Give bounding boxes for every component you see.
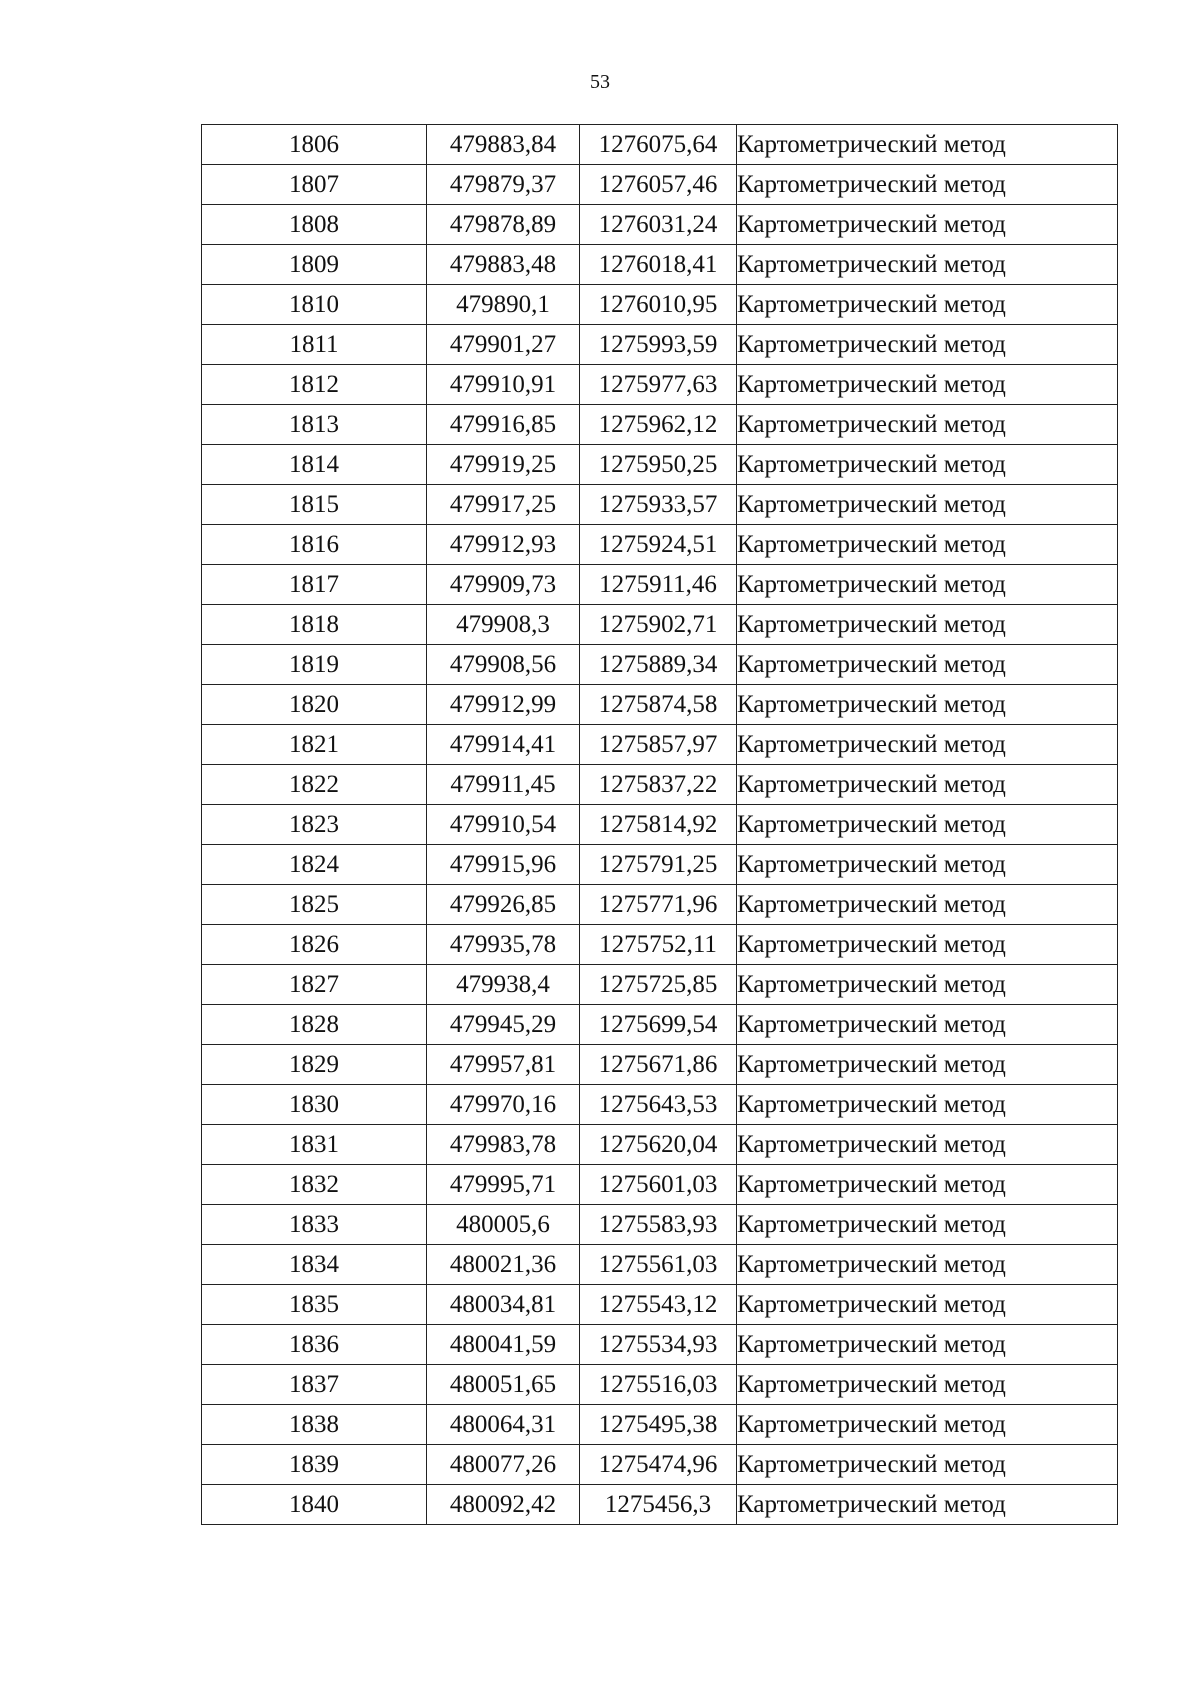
x-coordinate-cell: 479917,25 [427, 485, 580, 525]
y-coordinate-cell: 1275752,11 [580, 925, 737, 965]
y-coordinate-cell: 1276057,46 [580, 165, 737, 205]
y-coordinate-cell: 1275771,96 [580, 885, 737, 925]
method-cell: Картометрический метод [737, 1165, 1118, 1205]
table-row [202, 765, 1118, 805]
y-coordinate-cell: 1275725,85 [580, 965, 737, 1005]
method-cell: Картометрический метод [737, 445, 1118, 485]
y-coordinate-cell: 1275874,58 [580, 685, 737, 725]
method-cell: Картометрический метод [737, 605, 1118, 645]
x-coordinate-cell: 479910,91 [427, 365, 580, 405]
x-coordinate-cell: 479995,71 [427, 1165, 580, 1205]
method-cell: Картометрический метод [737, 1445, 1118, 1485]
point-number-cell: 1824 [202, 845, 427, 885]
x-coordinate-cell: 479890,1 [427, 285, 580, 325]
x-coordinate-cell: 479926,85 [427, 885, 580, 925]
table-row [202, 405, 1118, 445]
method-cell: Картометрический метод [737, 1125, 1118, 1165]
point-number-cell: 1817 [202, 565, 427, 605]
method-cell: Картометрический метод [737, 525, 1118, 565]
table-row [202, 1285, 1118, 1325]
method-cell: Картометрический метод [737, 485, 1118, 525]
point-number-cell: 1807 [202, 165, 427, 205]
point-number-cell: 1821 [202, 725, 427, 765]
table-row [202, 1445, 1118, 1485]
y-coordinate-cell: 1275911,46 [580, 565, 737, 605]
x-coordinate-cell: 479901,27 [427, 325, 580, 365]
table-row [202, 165, 1118, 205]
table-row [202, 1005, 1118, 1045]
x-coordinate-cell: 480092,42 [427, 1485, 580, 1525]
method-cell: Картометрический метод [737, 325, 1118, 365]
y-coordinate-cell: 1275889,34 [580, 645, 737, 685]
y-coordinate-cell: 1275962,12 [580, 405, 737, 445]
method-cell: Картометрический метод [737, 885, 1118, 925]
table-row [202, 645, 1118, 685]
table-row [202, 245, 1118, 285]
x-coordinate-cell: 479935,78 [427, 925, 580, 965]
table-row [202, 805, 1118, 845]
table-row [202, 1125, 1118, 1165]
method-cell: Картометрический метод [737, 725, 1118, 765]
point-number-cell: 1806 [202, 125, 427, 165]
point-number-cell: 1813 [202, 405, 427, 445]
y-coordinate-cell: 1275814,92 [580, 805, 737, 845]
table-row [202, 325, 1118, 365]
page-number: 53 [590, 71, 610, 93]
point-number-cell: 1819 [202, 645, 427, 685]
point-number-cell: 1820 [202, 685, 427, 725]
x-coordinate-cell: 479919,25 [427, 445, 580, 485]
x-coordinate-cell: 479883,84 [427, 125, 580, 165]
x-coordinate-cell: 480051,65 [427, 1365, 580, 1405]
table-row [202, 965, 1118, 1005]
y-coordinate-cell: 1275977,63 [580, 365, 737, 405]
point-number-cell: 1836 [202, 1325, 427, 1365]
x-coordinate-cell: 479912,99 [427, 685, 580, 725]
coordinates-table-body [202, 125, 1118, 1525]
point-number-cell: 1829 [202, 1045, 427, 1085]
method-cell: Картометрический метод [737, 1285, 1118, 1325]
point-number-cell: 1828 [202, 1005, 427, 1045]
table-row [202, 1165, 1118, 1205]
method-cell: Картометрический метод [737, 1045, 1118, 1085]
point-number-cell: 1809 [202, 245, 427, 285]
y-coordinate-cell: 1275699,54 [580, 1005, 737, 1045]
point-number-cell: 1814 [202, 445, 427, 485]
method-cell: Картометрический метод [737, 685, 1118, 725]
x-coordinate-cell: 479908,56 [427, 645, 580, 685]
table-row [202, 525, 1118, 565]
method-cell: Картометрический метод [737, 805, 1118, 845]
point-number-cell: 1832 [202, 1165, 427, 1205]
method-cell: Картометрический метод [737, 1405, 1118, 1445]
table-row [202, 565, 1118, 605]
x-coordinate-cell: 479938,4 [427, 965, 580, 1005]
point-number-cell: 1831 [202, 1125, 427, 1165]
table-row [202, 125, 1118, 165]
method-cell: Картометрический метод [737, 1245, 1118, 1285]
x-coordinate-cell: 479910,54 [427, 805, 580, 845]
y-coordinate-cell: 1275495,38 [580, 1405, 737, 1445]
x-coordinate-cell: 480005,6 [427, 1205, 580, 1245]
point-number-cell: 1833 [202, 1205, 427, 1245]
y-coordinate-cell: 1276018,41 [580, 245, 737, 285]
table-row [202, 1365, 1118, 1405]
x-coordinate-cell: 480034,81 [427, 1285, 580, 1325]
table-row [202, 1325, 1118, 1365]
y-coordinate-cell: 1275857,97 [580, 725, 737, 765]
y-coordinate-cell: 1276010,95 [580, 285, 737, 325]
x-coordinate-cell: 479916,85 [427, 405, 580, 445]
x-coordinate-cell: 479957,81 [427, 1045, 580, 1085]
y-coordinate-cell: 1275561,03 [580, 1245, 737, 1285]
table-row [202, 205, 1118, 245]
y-coordinate-cell: 1276031,24 [580, 205, 737, 245]
x-coordinate-cell: 479983,78 [427, 1125, 580, 1165]
table-row [202, 885, 1118, 925]
x-coordinate-cell: 479912,93 [427, 525, 580, 565]
point-number-cell: 1811 [202, 325, 427, 365]
method-cell: Картометрический метод [737, 405, 1118, 445]
point-number-cell: 1810 [202, 285, 427, 325]
table-row [202, 1205, 1118, 1245]
y-coordinate-cell: 1275516,03 [580, 1365, 737, 1405]
x-coordinate-cell: 479909,73 [427, 565, 580, 605]
table-row [202, 1085, 1118, 1125]
y-coordinate-cell: 1275456,3 [580, 1485, 737, 1525]
point-number-cell: 1838 [202, 1405, 427, 1445]
y-coordinate-cell: 1275993,59 [580, 325, 737, 365]
method-cell: Картометрический метод [737, 645, 1118, 685]
point-number-cell: 1835 [202, 1285, 427, 1325]
x-coordinate-cell: 479879,37 [427, 165, 580, 205]
point-number-cell: 1839 [202, 1445, 427, 1485]
point-number-cell: 1818 [202, 605, 427, 645]
y-coordinate-cell: 1275601,03 [580, 1165, 737, 1205]
point-number-cell: 1816 [202, 525, 427, 565]
point-number-cell: 1808 [202, 205, 427, 245]
y-coordinate-cell: 1275902,71 [580, 605, 737, 645]
method-cell: Картометрический метод [737, 125, 1118, 165]
method-cell: Картометрический метод [737, 965, 1118, 1005]
method-cell: Картометрический метод [737, 1205, 1118, 1245]
table-row [202, 485, 1118, 525]
table-row [202, 845, 1118, 885]
y-coordinate-cell: 1275933,57 [580, 485, 737, 525]
point-number-cell: 1812 [202, 365, 427, 405]
point-number-cell: 1837 [202, 1365, 427, 1405]
point-number-cell: 1834 [202, 1245, 427, 1285]
y-coordinate-cell: 1275837,22 [580, 765, 737, 805]
table-row [202, 365, 1118, 405]
y-coordinate-cell: 1276075,64 [580, 125, 737, 165]
y-coordinate-cell: 1275620,04 [580, 1125, 737, 1165]
x-coordinate-cell: 479878,89 [427, 205, 580, 245]
table-row [202, 285, 1118, 325]
method-cell: Картометрический метод [737, 1005, 1118, 1045]
method-cell: Картометрический метод [737, 165, 1118, 205]
table-row [202, 1045, 1118, 1085]
y-coordinate-cell: 1275543,12 [580, 1285, 737, 1325]
table-row [202, 925, 1118, 965]
method-cell: Картометрический метод [737, 285, 1118, 325]
y-coordinate-cell: 1275791,25 [580, 845, 737, 885]
x-coordinate-cell: 480077,26 [427, 1445, 580, 1485]
table-row [202, 1405, 1118, 1445]
table-row [202, 1245, 1118, 1285]
x-coordinate-cell: 479908,3 [427, 605, 580, 645]
x-coordinate-cell: 479914,41 [427, 725, 580, 765]
x-coordinate-cell: 480021,36 [427, 1245, 580, 1285]
method-cell: Картометрический метод [737, 1085, 1118, 1125]
point-number-cell: 1830 [202, 1085, 427, 1125]
method-cell: Картометрический метод [737, 565, 1118, 605]
method-cell: Картометрический метод [737, 925, 1118, 965]
method-cell: Картометрический метод [737, 1485, 1118, 1525]
point-number-cell: 1815 [202, 485, 427, 525]
method-cell: Картометрический метод [737, 1325, 1118, 1365]
y-coordinate-cell: 1275950,25 [580, 445, 737, 485]
x-coordinate-cell: 479911,45 [427, 765, 580, 805]
method-cell: Картометрический метод [737, 245, 1118, 285]
method-cell: Картометрический метод [737, 845, 1118, 885]
y-coordinate-cell: 1275924,51 [580, 525, 737, 565]
method-cell: Картометрический метод [737, 765, 1118, 805]
table-row [202, 685, 1118, 725]
x-coordinate-cell: 479945,29 [427, 1005, 580, 1045]
table-row [202, 445, 1118, 485]
method-cell: Картометрический метод [737, 1365, 1118, 1405]
y-coordinate-cell: 1275643,53 [580, 1085, 737, 1125]
point-number-cell: 1827 [202, 965, 427, 1005]
point-number-cell: 1823 [202, 805, 427, 845]
method-cell: Картометрический метод [737, 365, 1118, 405]
table-row [202, 605, 1118, 645]
point-number-cell: 1840 [202, 1485, 427, 1525]
table-row [202, 725, 1118, 765]
point-number-cell: 1822 [202, 765, 427, 805]
y-coordinate-cell: 1275583,93 [580, 1205, 737, 1245]
x-coordinate-cell: 480041,59 [427, 1325, 580, 1365]
y-coordinate-cell: 1275534,93 [580, 1325, 737, 1365]
method-cell: Картометрический метод [737, 205, 1118, 245]
point-number-cell: 1825 [202, 885, 427, 925]
y-coordinate-cell: 1275474,96 [580, 1445, 737, 1485]
point-number-cell: 1826 [202, 925, 427, 965]
x-coordinate-cell: 480064,31 [427, 1405, 580, 1445]
x-coordinate-cell: 479883,48 [427, 245, 580, 285]
table-row [202, 1485, 1118, 1525]
y-coordinate-cell: 1275671,86 [580, 1045, 737, 1085]
x-coordinate-cell: 479915,96 [427, 845, 580, 885]
x-coordinate-cell: 479970,16 [427, 1085, 580, 1125]
coordinates-table [201, 124, 1118, 1525]
